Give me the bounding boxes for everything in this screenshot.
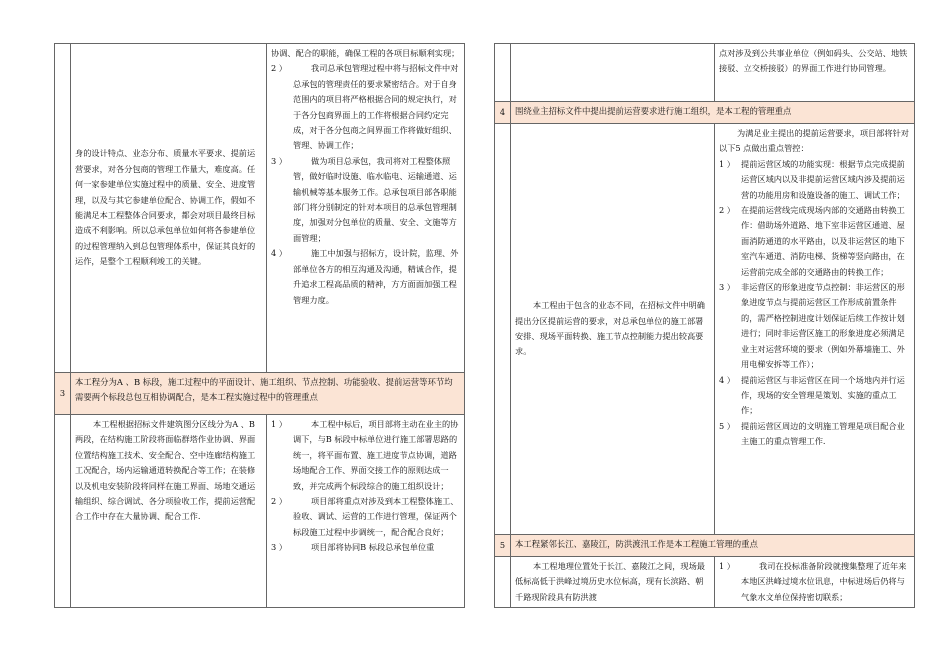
right-header-row-4 [495, 102, 915, 124]
item-text: 我司在投标准备阶段就搜集整理了近年来本地区洪峰过境水位讯息，中标进场后仍将与气象水文单位保持密切联系； [741, 561, 907, 602]
measure-item [271, 494, 460, 540]
section-index: 3 [55, 373, 71, 415]
description-text: 本工程地理位置处于长江、嘉陵江之间，现场最低标高低于洪峰过境历史水位标高，现有长滨路、朝千路现阶段具有防洪渡 [515, 561, 705, 602]
item-number: 1 ） [719, 561, 735, 571]
right-row-1 [495, 44, 915, 102]
right-row-5 [495, 557, 915, 608]
item-number: 5 ） [719, 420, 735, 431]
right-index-cell [495, 44, 511, 102]
measure-item [719, 559, 910, 605]
item-text: 非运营区的形象进度节点控制：非运营区的形象进度节点与提前运营区工作形成前置条件的，需严格控制进度计划保证后续工作按计划进行；同时非运营区施工的形象进度必须满足业主对运营环境的要求（例如外幕墙施工、外用电梯安拆等工作）； [741, 282, 905, 370]
item-text: 提前运营区与非运营区在同一个场地内并行运作，现场的安全管理是策划、实施的重点工作； [741, 374, 905, 416]
item-text: 我司总承包管理过程中将与招标文件中对总承包的管理责任的要求紧密结合。对于自身范围内的项目将严格根据合同的规定执行，对于各分包商界面上的工作将根据合同约定完成，对于各分包商之间界面工作将做好组织、管理、协调工作； [293, 63, 459, 151]
item-text: 施工中加强与招标方，设计院，监理、外部单位各方的相互沟通及沟通，精诚合作，提升追求工程高品质的精神，方方面面加强工程管理力度。 [293, 248, 459, 305]
left-row3-description [71, 415, 267, 608]
measure-lead-text: 为满足业主提出的提前运营要求，项目部将针对以下5 点做出重点管控： [719, 128, 909, 154]
description-text: 本工程根据招标文件建筑图分区线分为A 、B 两段，在结构施工阶段将面临群塔作业协调、界面位置结构施工技术、安全配合、空中连廊结构施工工况配合，场内运输通道转换配合等工作；在装修以及机电安装阶段将同样在施工界面、场地交通运输组织、综合调试、各分项验收工作，提前运营配合工作中存在大量协调、配合工作. [75, 419, 256, 522]
measure-item [271, 154, 460, 246]
description-text: 身的设计特点、业态分布、质量水平要求、提前运营要求，对各分包商的管理工作量大，难度高。任何一家参建单位实施过程中的质量、安全、进度管理，以及与其它参建单位配合、协调工作，假如不能满足本工程整体合同要求，都会对项目最终目标造成不利影响。所以总承包单位如何将各参建单位的过程管理纳入到总包管理体系中，保证其良好的运作，是整个工程顺利竣工的关键。 [75, 148, 256, 267]
right-index-cell [495, 557, 511, 608]
item-number: 1 ） [271, 419, 287, 429]
right-header-row-5 [495, 535, 915, 557]
right-row4-measures [715, 124, 915, 535]
left-row1-measures [267, 44, 465, 373]
item-text: 做为项目总承包，我司将对工程整体照管，做好临时设施、临水临电、运输通道、运输机械等基本服务工作。总承包项目部各职能部门将分别制定的针对本项目的总承包管理制度，加强对分包单位的质量、安全、文施等方面管理； [293, 155, 457, 243]
item-text: 在提前运营线完成现场内部的交通路由转换工作：借助场外道路、地下室非运营区通道、屋面消防通道的水平路由，以及非运营区的地下室汽车通道、消防电梯、货梯等竖向路由，在运营前完成全部的交通路由的转换工作； [741, 205, 905, 277]
item-text: 本工程中标后，项目部将主动在业主的协调下，与B 标段中标单位进行施工部署思路的统一，将平面布置、施工进度节点协调，道路场地配合工作、界面交接工作的原则达成一致，并完成两个标段综合的施工组织设计； [293, 419, 459, 491]
left-row3-measures [267, 415, 465, 608]
item-number: 3 ） [271, 542, 287, 553]
right-row5-measures [715, 557, 915, 608]
item-number: 2 ） [719, 205, 735, 216]
left-row-1 [55, 44, 465, 373]
left-header-row-3 [55, 373, 465, 415]
item-number: 4 ） [719, 374, 735, 385]
item-number: 3 ） [719, 282, 735, 293]
measure-item [271, 540, 460, 555]
item-number: 2 ） [271, 496, 287, 507]
measure-lead-text: 协调、配合的职能，确保工程的各项目标顺利实现； [271, 48, 460, 58]
left-index-cell [55, 44, 71, 373]
measure-item [719, 157, 910, 203]
right-row1-measures [715, 44, 915, 102]
description-text: 本工程由于包含的业态不同，在招标文件中明确提出分区提前运营的要求，对总承包单位的施工部署安排、现场平面转换、施工节点控制能力提出较高要求。 [515, 300, 705, 357]
measure-item [271, 246, 460, 308]
section-index: 4 [495, 102, 511, 124]
left-row1-description [71, 44, 267, 373]
right-row5-description [511, 557, 715, 608]
right-row1-empty [511, 44, 715, 102]
measure-item [271, 61, 460, 153]
right-row4-description [511, 124, 715, 535]
right-row-4 [495, 124, 915, 535]
measure-item [719, 373, 910, 419]
measure-item [271, 417, 460, 494]
right-index-cell [495, 124, 511, 535]
measure-item [719, 280, 910, 372]
item-text: 项目部将协同B 标段总承包单位重 [311, 542, 435, 553]
left-row-3 [55, 415, 465, 608]
item-number: 3 ） [271, 155, 287, 166]
measure-item [719, 203, 910, 280]
section-header: 本工程紧邻长江、嘉陵江，防洪渡汛工作是本工程施工管理的重点 [511, 535, 915, 557]
section-header: 围绕业主招标文件中提出提前运营要求进行施工组织，是本工程的管理重点 [511, 102, 915, 124]
item-number: 1 ） [719, 158, 735, 169]
left-table [54, 43, 465, 608]
left-index-cell [55, 415, 71, 608]
item-text: 提前运营区域的功能实现：根据节点完成提前运营区域内以及非提前运营区域内涉及提前运营的功能用房和设施设备的施工、调试工作； [741, 158, 905, 200]
section-header: 本工程分为A 、B 标段，施工过程中的平面设计、施工组织、节点控制、功能验收、提前运营等环节均需要两个标段总包互相协调配合，是本工程实施过程中的管理重点 [71, 373, 465, 415]
item-number: 4 ） [271, 248, 287, 259]
item-text: 提前运营区周边的文明施工管理是项目配合业主施工的重点管理工作. [741, 420, 905, 447]
measure-text: 点对涉及到公共事业单位（例如码头、公交站、地铁接驳、立交桥接驳）的界面工作进行协同管理。 [719, 48, 908, 74]
measure-item [719, 419, 910, 450]
item-number: 2 ） [271, 63, 287, 74]
right-table [494, 43, 915, 608]
item-text: 项目部将重点对涉及到本工程整体施工、验收、调试、运营的工作进行管理，保证两个标段施工过程中步调统一，配合配合良好； [293, 496, 459, 537]
section-index: 5 [495, 535, 511, 557]
